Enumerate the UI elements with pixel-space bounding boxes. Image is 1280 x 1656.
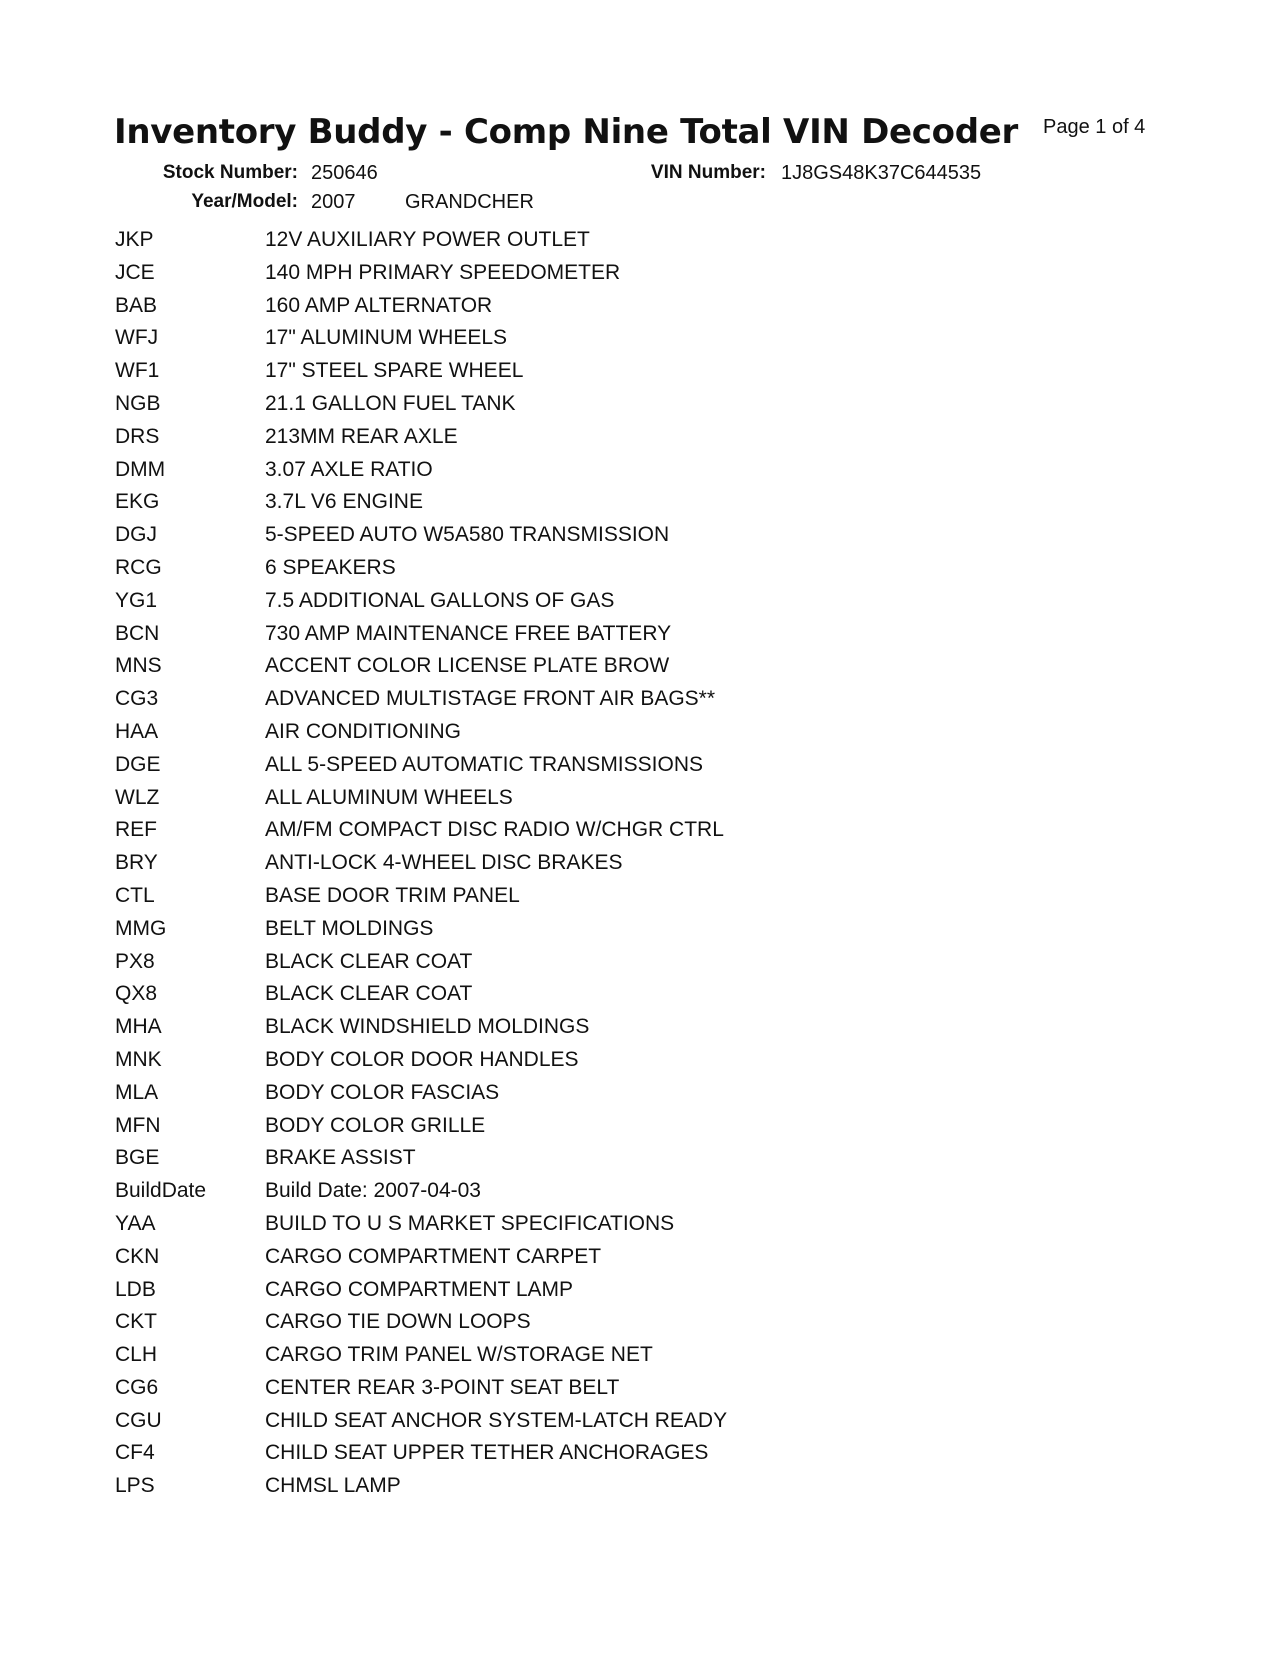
- option-code: LPS: [115, 1474, 155, 1498]
- option-code: CKT: [115, 1310, 157, 1334]
- option-row: [115, 556, 727, 589]
- option-description: 12V AUXILIARY POWER OUTLET: [265, 228, 590, 251]
- vin-number-label: VIN Number:: [650, 162, 766, 183]
- option-code: CGU: [115, 1408, 162, 1432]
- option-description: BLACK WINDSHIELD MOLDINGS: [265, 1015, 590, 1039]
- option-description: BLACK CLEAR COAT: [265, 949, 473, 973]
- option-code: EKG: [115, 490, 160, 514]
- option-description: ACCENT COLOR LICENSE PLATE BROW: [265, 654, 670, 678]
- option-code: DGJ: [115, 523, 157, 547]
- option-row: [115, 261, 727, 294]
- option-code: WF1: [115, 359, 160, 383]
- option-description: ADVANCED MULTISTAGE FRONT AIR BAGS**: [265, 687, 716, 711]
- option-row: [115, 654, 727, 687]
- option-row: [115, 818, 727, 851]
- option-code: CTL: [115, 883, 155, 907]
- option-row: [115, 228, 727, 261]
- option-code: LDB: [115, 1277, 156, 1301]
- option-description: BASE DOOR TRIM PANEL: [265, 883, 520, 907]
- option-description: ANTI-LOCK 4-WHEEL DISC BRAKES: [265, 851, 623, 875]
- option-row: [115, 1114, 727, 1147]
- option-description: 3.07 AXLE RATIO: [265, 457, 433, 481]
- option-description: 5-SPEED AUTO W5A580 TRANSMISSION: [265, 523, 670, 547]
- option-code: DRS: [115, 424, 160, 448]
- option-code: BAB: [115, 293, 158, 317]
- option-row: [115, 622, 727, 655]
- option-description: 730 AMP MAINTENANCE FREE BATTERY: [265, 621, 672, 645]
- option-row: [115, 1179, 727, 1212]
- option-description: CARGO COMPARTMENT LAMP: [265, 1277, 574, 1301]
- option-description: BELT MOLDINGS: [265, 916, 434, 940]
- option-code: PX8: [115, 949, 155, 973]
- option-code: CKN: [115, 1244, 160, 1268]
- option-code: MNS: [115, 654, 162, 678]
- option-row: [115, 359, 727, 392]
- option-row: [115, 392, 727, 425]
- option-row: [115, 1015, 727, 1048]
- option-description: 3.7L V6 ENGINE: [265, 490, 423, 514]
- option-description: BODY COLOR DOOR HANDLES: [265, 1047, 579, 1071]
- option-code: CG3: [115, 687, 159, 711]
- option-code: YAA: [115, 1211, 156, 1235]
- option-row: [115, 523, 727, 556]
- option-row: [115, 589, 727, 622]
- option-row: [115, 1146, 727, 1179]
- option-code-list: [115, 228, 727, 1507]
- option-description: CHILD SEAT ANCHOR SYSTEM-LATCH READY: [265, 1408, 728, 1432]
- vin-number-value: 1J8GS48K37C644535: [781, 162, 982, 184]
- option-description: 213MM REAR AXLE: [265, 424, 458, 448]
- option-code: DGE: [115, 752, 161, 776]
- option-row: [115, 294, 727, 327]
- page-indicator: Page 1 of 4: [1043, 116, 1146, 138]
- option-row: [115, 1343, 727, 1376]
- option-description: 17" ALUMINUM WHEELS: [265, 326, 508, 350]
- option-description: BODY COLOR FASCIAS: [265, 1080, 500, 1104]
- option-row: [115, 458, 727, 491]
- option-code: CLH: [115, 1343, 158, 1367]
- option-row: [115, 1441, 727, 1474]
- option-description: CHMSL LAMP: [265, 1474, 401, 1498]
- option-code: BGE: [115, 1146, 160, 1170]
- option-description: 140 MPH PRIMARY SPEEDOMETER: [265, 260, 621, 284]
- option-code: JCE: [115, 260, 155, 284]
- option-row: [115, 851, 727, 884]
- option-description: Build Date: 2007-04-03: [265, 1179, 481, 1203]
- option-code: DMM: [115, 457, 166, 481]
- option-code: CG6: [115, 1375, 159, 1399]
- option-description: ALL ALUMINUM WHEELS: [265, 785, 513, 809]
- option-code: JKP: [115, 228, 154, 251]
- option-row: [115, 687, 727, 720]
- option-row: [115, 1474, 727, 1507]
- option-row: [115, 1409, 727, 1442]
- option-description: BLACK CLEAR COAT: [265, 982, 473, 1006]
- option-description: AM/FM COMPACT DISC RADIO W/CHGR CTRL: [265, 818, 724, 842]
- option-description: BRAKE ASSIST: [265, 1146, 416, 1170]
- option-row: [115, 1278, 727, 1311]
- model-year-value: 2007: [311, 191, 356, 213]
- option-description: AIR CONDITIONING: [265, 719, 462, 743]
- option-code: HAA: [115, 719, 159, 743]
- option-code: YG1: [115, 588, 158, 612]
- option-code: MHA: [115, 1015, 162, 1039]
- option-code: MFN: [115, 1113, 161, 1137]
- option-description: CHILD SEAT UPPER TETHER ANCHORAGES: [265, 1441, 709, 1465]
- option-code: MNK: [115, 1047, 162, 1071]
- option-code: NGB: [115, 391, 161, 415]
- option-code: BCN: [115, 621, 160, 645]
- option-row: [115, 786, 727, 819]
- option-row: [115, 326, 727, 359]
- stock-number-label: Stock Number:: [162, 162, 298, 183]
- year-model-label: Year/Model:: [191, 191, 298, 212]
- option-description: 17" STEEL SPARE WHEEL: [265, 359, 524, 383]
- option-row: [115, 425, 727, 458]
- option-row: [115, 950, 727, 983]
- option-row: [115, 917, 727, 950]
- option-description: CARGO TRIM PANEL W/STORAGE NET: [265, 1343, 653, 1367]
- option-description: BUILD TO U S MARKET SPECIFICATIONS: [265, 1211, 675, 1235]
- option-code: WLZ: [115, 785, 160, 809]
- option-description: BODY COLOR GRILLE: [265, 1113, 486, 1137]
- option-row: [115, 1048, 727, 1081]
- option-code: MMG: [115, 916, 167, 940]
- option-description: 21.1 GALLON FUEL TANK: [265, 391, 516, 415]
- option-row: [115, 1212, 727, 1245]
- option-description: ALL 5-SPEED AUTOMATIC TRANSMISSIONS: [265, 752, 703, 776]
- option-description: CENTER REAR 3-POINT SEAT BELT: [265, 1375, 620, 1399]
- model-name-value: GRANDCHER: [405, 191, 534, 213]
- option-description: 7.5 ADDITIONAL GALLONS OF GAS: [265, 588, 615, 612]
- option-row: [115, 1081, 727, 1114]
- option-code: REF: [115, 818, 157, 842]
- option-code: QX8: [115, 982, 158, 1006]
- option-row: [115, 982, 727, 1015]
- option-row: [115, 1376, 727, 1409]
- option-description: 160 AMP ALTERNATOR: [265, 293, 493, 317]
- option-code: WFJ: [115, 326, 159, 350]
- option-code: CF4: [115, 1441, 155, 1465]
- option-description: CARGO TIE DOWN LOOPS: [265, 1310, 531, 1334]
- option-row: [115, 1245, 727, 1278]
- option-description: 6 SPEAKERS: [265, 555, 396, 579]
- report-title: Inventory Buddy - Comp Nine Total VIN Decoder: [114, 112, 1018, 152]
- option-code: BRY: [115, 851, 158, 875]
- option-description: CARGO COMPARTMENT CARPET: [265, 1244, 602, 1268]
- option-row: [115, 753, 727, 786]
- option-code: MLA: [115, 1080, 159, 1104]
- stock-number-value: 250646: [311, 162, 378, 184]
- option-row: [115, 720, 727, 753]
- option-row: [115, 1310, 727, 1343]
- option-code: RCG: [115, 555, 162, 579]
- option-code: BuildDate: [115, 1179, 207, 1203]
- option-row: [115, 884, 727, 917]
- option-row: [115, 490, 727, 523]
